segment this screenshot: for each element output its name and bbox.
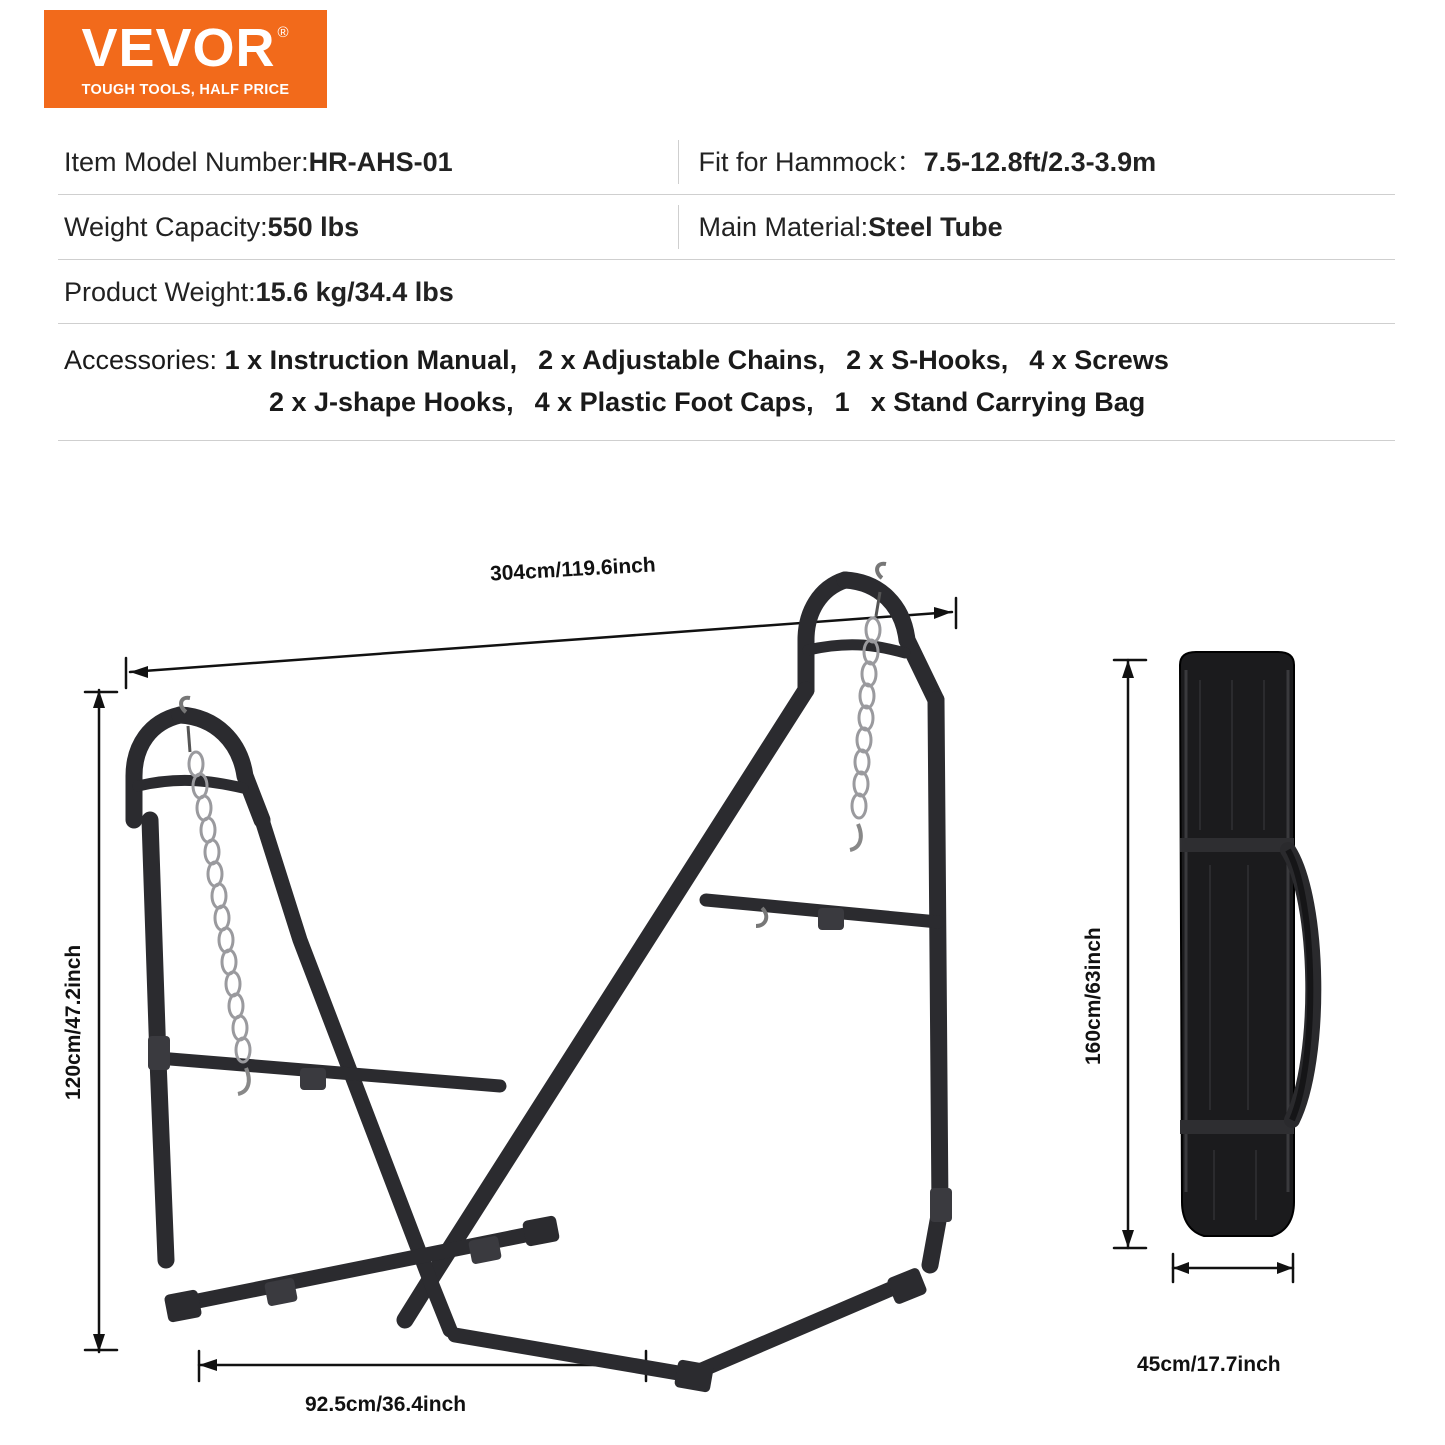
brand-logo	[44, 10, 327, 108]
dimension-stand-top: 304cm/119.6inch	[489, 553, 657, 586]
spec-weight-label: Product Weight:	[64, 276, 256, 307]
spec-material-label: Main Material:	[698, 211, 869, 242]
spec-row-capacity	[58, 195, 1395, 260]
dimension-bag-height: 160cm/63inch	[1082, 927, 1105, 1065]
spec-capacity	[58, 195, 678, 259]
dimension-bag-width: 45cm/17.7inch	[1137, 1353, 1281, 1376]
spec-row-weight	[58, 260, 1395, 325]
spec-model-label: Item Model Number:	[64, 147, 309, 177]
spec-row-accessories	[58, 324, 1395, 441]
spec-model	[58, 130, 678, 194]
chain-right	[850, 592, 880, 850]
spec-capacity-label: Weight Capacity:	[64, 211, 268, 242]
spec-row-model	[58, 130, 1395, 195]
illustration-svg	[0, 520, 1445, 1445]
spec-weight-value: 15.6 kg/34.4 lbs	[255, 276, 454, 307]
product-illustration	[0, 520, 1445, 1445]
spec-fit	[679, 130, 1395, 194]
accessories-line2: 2 x J-shape Hooks, 4 x Plastic Foot Caps, 1 x Stand Carrying Bag	[269, 387, 1146, 418]
accessories-label: Accessories:	[64, 345, 225, 376]
spec-fit-value: 7.5-12.8ft/2.3-3.9m	[923, 147, 1157, 177]
carrying-bag	[1180, 652, 1313, 1236]
spec-material-value: Steel Tube	[868, 211, 1003, 242]
accessories-line1: 1 x Instruction Manual, 2 x Adjustable Chains, 2 x S-Hooks, 4 x Screws	[224, 345, 1169, 376]
spec-material	[679, 195, 1395, 259]
dimension-stand-base: 92.5cm/36.4inch	[305, 1393, 467, 1416]
brand-name	[81, 17, 290, 78]
spec-fit-label: Fit for Hammock：	[698, 147, 924, 177]
spec-weight	[58, 260, 1395, 324]
registered-mark: ®	[277, 23, 290, 41]
spec-table	[58, 130, 1395, 441]
spec-capacity-value: 550 lbs	[267, 211, 360, 242]
spec-model-value: HR-AHS-01	[308, 147, 453, 177]
brand-name-text: VEVOR	[81, 17, 276, 78]
dimension-stand-height: 120cm/47.2inch	[62, 944, 85, 1100]
stand-frame	[134, 580, 952, 1393]
brand-tagline: TOUGH TOOLS, HALF PRICE	[81, 81, 290, 98]
